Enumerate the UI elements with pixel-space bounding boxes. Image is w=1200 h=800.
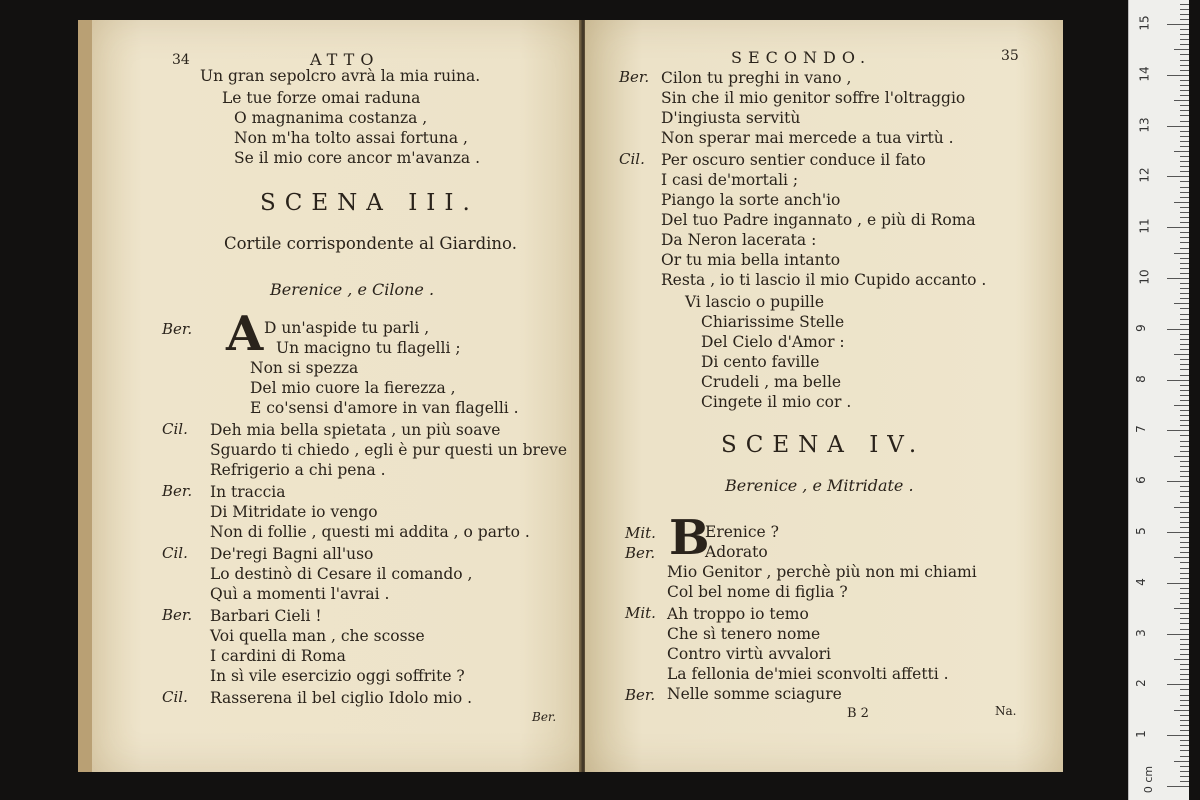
- ruler-number: 4: [1133, 577, 1148, 586]
- ruler-tick: [1180, 298, 1189, 299]
- ruler-number: 8: [1133, 374, 1148, 383]
- ruler-tick: [1180, 34, 1189, 35]
- verse-line: Nelle somme sciagure: [667, 685, 842, 703]
- ruler-tick: [1180, 496, 1189, 497]
- verse-line: Di Mitridate io vengo: [210, 503, 378, 521]
- ruler-tick: [1180, 288, 1189, 289]
- ruler-tick: [1180, 364, 1189, 365]
- verse-line: D un'aspide tu parli ,: [264, 319, 430, 337]
- verse-line: D'ingiusta servitù: [661, 109, 801, 127]
- verse-line: Per oscuro sentier conduce il fato: [661, 151, 926, 169]
- ruler-tick: [1180, 110, 1189, 111]
- ruler-tick: [1180, 192, 1189, 193]
- ruler-tick: [1180, 14, 1189, 15]
- ruler-tick: [1167, 278, 1189, 279]
- verse-line: Barbari Cieli !: [210, 607, 322, 625]
- verse-line: Che sì tenero nome: [667, 625, 821, 643]
- ruler-tick: [1180, 146, 1189, 147]
- ruler-tick: [1180, 308, 1189, 309]
- ruler-tick: [1180, 212, 1189, 213]
- verse-line: Cilon tu preghi in vano ,: [661, 69, 852, 87]
- ruler-tick: [1180, 395, 1189, 396]
- catchword: Na.: [995, 704, 1017, 718]
- ruler-tick: [1180, 562, 1189, 563]
- speaker-label: Mit.: [625, 604, 656, 622]
- verse-line: Erenice ?: [705, 523, 779, 541]
- ruler-tick: [1180, 283, 1189, 284]
- cast-list: Berenice , e Cilone .: [270, 280, 435, 299]
- ruler-tick: [1180, 756, 1189, 757]
- ruler-tick: [1180, 781, 1189, 782]
- ruler-tick: [1167, 786, 1189, 787]
- ruler-tick: [1180, 161, 1189, 162]
- ruler-tick: [1180, 695, 1189, 696]
- scene-setting: Cortile corrispondente al Giardino.: [224, 234, 517, 253]
- verse-line: Le tue forze omai raduna: [222, 89, 421, 107]
- ruler-tick: [1167, 176, 1189, 177]
- speaker-label: Cil.: [162, 420, 188, 438]
- ruler-tick: [1180, 451, 1189, 452]
- ruler-tick: [1174, 49, 1189, 50]
- verse-line: Mio Genitor , perchè più non mi chiami: [667, 563, 977, 581]
- drop-cap: B: [669, 510, 710, 566]
- ruler-unit-label: 0 cm: [1142, 765, 1156, 794]
- verse-line: De'regi Bagni all'uso: [210, 545, 374, 563]
- ruler-tick: [1180, 65, 1189, 66]
- ruler-tick: [1180, 578, 1189, 579]
- open-book: [78, 20, 1078, 772]
- ruler-tick: [1180, 740, 1189, 741]
- ruler-tick: [1180, 319, 1189, 320]
- ruler-tick: [1180, 131, 1189, 132]
- ruler-number: 6: [1133, 476, 1148, 485]
- ruler-tick: [1180, 689, 1189, 690]
- ruler-tick: [1180, 644, 1189, 645]
- speaker-label: Ber.: [162, 482, 193, 500]
- ruler-tick: [1180, 441, 1189, 442]
- ruler-tick: [1180, 90, 1189, 91]
- ruler-tick: [1174, 253, 1189, 254]
- ruler-tick: [1180, 293, 1189, 294]
- ruler-tick: [1180, 512, 1189, 513]
- ruler-tick: [1180, 598, 1189, 599]
- ruler-tick: [1180, 156, 1189, 157]
- verse-line: Un macigno tu flagelli ;: [276, 339, 461, 357]
- ruler-tick: [1180, 268, 1189, 269]
- ruler-tick: [1180, 568, 1189, 569]
- speaker-label: Ber.: [619, 68, 650, 86]
- ruler-tick: [1180, 54, 1189, 55]
- verse-line: Contro virtù avvalori: [667, 645, 831, 663]
- aria-line: Di cento faville: [701, 353, 820, 371]
- verse-line: Col bel nome di figlia ?: [667, 583, 848, 601]
- scene-title: SCENA IV.: [721, 432, 926, 458]
- ruler-tick: [1174, 507, 1189, 508]
- ruler-tick: [1180, 466, 1189, 467]
- verse-line: E co'sensi d'amore in van flagelli .: [250, 399, 519, 417]
- ruler-tick: [1180, 369, 1189, 370]
- verse-line: Voi quella man , che scosse: [210, 627, 425, 645]
- ruler-tick: [1180, 730, 1189, 731]
- ruler-tick: [1180, 603, 1189, 604]
- verse-line: Adorato: [705, 543, 768, 561]
- verse-line: Lo destinò di Cesare il comando ,: [210, 565, 473, 583]
- ruler-tick: [1174, 557, 1189, 558]
- ruler-tick: [1180, 502, 1189, 503]
- ruler-tick: [1180, 314, 1189, 315]
- ruler-tick: [1180, 649, 1189, 650]
- ruler-number: 2: [1133, 679, 1148, 688]
- ruler-number: 7: [1133, 425, 1148, 434]
- ruler-tick: [1180, 197, 1189, 198]
- ruler-tick: [1180, 85, 1189, 86]
- ruler-tick: [1167, 634, 1189, 635]
- speaker-label: Ber.: [625, 544, 656, 562]
- ruler-tick: [1174, 761, 1189, 762]
- ruler-number: 15: [1137, 15, 1152, 31]
- ruler-tick: [1180, 95, 1189, 96]
- ruler-tick: [1174, 608, 1189, 609]
- ruler-tick: [1180, 420, 1189, 421]
- ruler-tick: [1180, 446, 1189, 447]
- ruler-tick: [1180, 141, 1189, 142]
- verse-line: Quì a momenti l'avrai .: [210, 585, 390, 603]
- ruler-tick: [1180, 166, 1189, 167]
- ruler-tick: [1174, 202, 1189, 203]
- ruler-number: 13: [1137, 116, 1152, 133]
- left-page: [78, 20, 595, 772]
- ruler-tick: [1180, 80, 1189, 81]
- speaker-label: Cil.: [619, 150, 645, 168]
- ruler-number: 10: [1137, 269, 1152, 285]
- ruler-tick: [1174, 710, 1189, 711]
- ruler-number: 1: [1133, 730, 1148, 739]
- ruler-tick: [1180, 623, 1189, 624]
- aria-line: Del Cielo d'Amor :: [701, 333, 845, 351]
- verse-line: Sguardo ti chiedo , egli è pur questi un breve: [210, 441, 568, 459]
- right-page: [585, 20, 1063, 772]
- ruler-number: 9: [1133, 323, 1148, 332]
- verse-line: Sin che il mio genitor soffre l'oltraggio: [661, 89, 966, 107]
- ruler-tick: [1180, 542, 1189, 543]
- verse-line: Non sperar mai mercede a tua virtù .: [661, 129, 954, 147]
- ruler-tick: [1180, 547, 1189, 548]
- ruler-tick: [1180, 187, 1189, 188]
- verse-line: Rasserena il bel ciglio Idolo mio .: [210, 689, 473, 707]
- ruler-tick: [1167, 684, 1189, 685]
- aria-line: Chiarissime Stelle: [701, 313, 845, 331]
- ruler-number: 5: [1133, 527, 1148, 535]
- ruler-number: 3: [1133, 628, 1148, 637]
- ruler-tick: [1167, 227, 1189, 228]
- ruler-tick: [1180, 613, 1189, 614]
- ruler-tick: [1180, 588, 1189, 589]
- verse-line: Ah troppo io temo: [667, 605, 809, 623]
- ruler-tick: [1180, 517, 1189, 518]
- ruler-tick: [1180, 334, 1189, 335]
- verse-line: Non si spezza: [250, 359, 359, 377]
- ruler-tick: [1180, 715, 1189, 716]
- ruler-tick: [1180, 324, 1189, 325]
- ruler-tick: [1180, 258, 1189, 259]
- verse-line: In sì vile esercizio oggi soffrite ?: [210, 667, 465, 685]
- scene-title: SCENA III.: [260, 190, 479, 216]
- ruler-tick: [1167, 532, 1189, 533]
- ruler-tick: [1180, 593, 1189, 594]
- ruler-tick: [1180, 115, 1189, 116]
- speaker-label: Cil.: [162, 688, 188, 706]
- ruler-number: 11: [1137, 218, 1152, 234]
- ruler-tick: [1180, 461, 1189, 462]
- ruler-tick: [1174, 659, 1189, 660]
- ruler-tick: [1174, 303, 1189, 304]
- ruler-tick: [1180, 415, 1189, 416]
- ruler-tick: [1180, 537, 1189, 538]
- ruler-tick: [1180, 400, 1189, 401]
- ruler-tick: [1180, 248, 1189, 249]
- ruler-tick: [1174, 456, 1189, 457]
- ruler-tick: [1180, 390, 1189, 391]
- verse-line: Deh mia bella spietata , un più soave: [210, 421, 501, 439]
- drop-cap: A: [226, 306, 264, 362]
- ruler-tick: [1180, 263, 1189, 264]
- ruler-tick: [1180, 527, 1189, 528]
- ruler-tick: [1180, 375, 1189, 376]
- ruler-tick: [1174, 151, 1189, 152]
- ruler-number: 14: [1137, 66, 1152, 82]
- ruler-tick: [1180, 435, 1189, 436]
- speaker-label: Ber.: [162, 606, 193, 624]
- verse-line: Da Neron lacerata :: [661, 231, 817, 249]
- verse-line: Del tuo Padre ingannato , e più di Roma: [661, 211, 976, 229]
- ruler-tick: [1180, 207, 1189, 208]
- ruler-tick: [1180, 552, 1189, 553]
- ruler-tick: [1180, 476, 1189, 477]
- verse-line: I casi de'mortali ;: [661, 171, 799, 189]
- ruler-tick: [1180, 344, 1189, 345]
- ruler-tick: [1180, 232, 1189, 233]
- ruler-tick: [1174, 354, 1189, 355]
- ruler-tick: [1180, 19, 1189, 20]
- ruler-tick: [1180, 60, 1189, 61]
- ruler-tick: [1167, 481, 1189, 482]
- ruler-number: 12: [1137, 167, 1152, 184]
- ruler-tick: [1180, 171, 1189, 172]
- verse-line: Refrigerio a chi pena .: [210, 461, 386, 479]
- ruler-tick: [1180, 44, 1189, 45]
- ruler-tick: [1167, 75, 1189, 76]
- ruler-tick: [1180, 121, 1189, 122]
- ruler-tick: [1180, 273, 1189, 274]
- ruler-tick: [1180, 725, 1189, 726]
- ruler-tick: [1167, 24, 1189, 25]
- ruler-tick: [1180, 700, 1189, 701]
- ruler-tick: [1180, 766, 1189, 767]
- verse-line: La fellonia de'miei sconvolti affetti .: [667, 665, 949, 683]
- ruler-tick: [1180, 720, 1189, 721]
- ruler-tick: [1180, 359, 1189, 360]
- ruler-tick: [1180, 491, 1189, 492]
- ruler-tick: [1180, 654, 1189, 655]
- ruler-tick: [1180, 4, 1189, 5]
- ruler-tick: [1180, 776, 1189, 777]
- ruler-tick: [1174, 405, 1189, 406]
- running-head: SECONDO.: [731, 48, 872, 67]
- aria-line: Crudeli , ma belle: [701, 373, 842, 391]
- ruler-tick: [1180, 181, 1189, 182]
- ruler-tick: [1180, 669, 1189, 670]
- ruler-tick: [1180, 9, 1189, 10]
- speaker-label: Ber.: [162, 320, 193, 338]
- ruler-tick: [1180, 573, 1189, 574]
- ruler-tick: [1180, 679, 1189, 680]
- verse-line: Del mio cuore la fierezza ,: [250, 379, 456, 397]
- ruler-tick: [1180, 217, 1189, 218]
- ruler-tick: [1180, 674, 1189, 675]
- ruler-tick: [1180, 745, 1189, 746]
- verse-line: Non m'ha tolto assai fortuna ,: [234, 129, 468, 147]
- running-head: ATTO: [310, 50, 380, 69]
- verse-line: Non di follie , questi mi addita , o parto .: [210, 523, 530, 541]
- ruler-tick: [1180, 39, 1189, 40]
- ruler-tick: [1180, 618, 1189, 619]
- ruler-tick: [1180, 522, 1189, 523]
- verse-line: Piango la sorte anch'io: [661, 191, 841, 209]
- speaker-label: Mit.: [625, 524, 656, 542]
- ruler-tick: [1180, 385, 1189, 386]
- ruler-tick: [1180, 664, 1189, 665]
- verse-line: I cardini di Roma: [210, 647, 346, 665]
- verse-line: Or tu mia bella intanto: [661, 251, 841, 269]
- ruler-tick: [1180, 242, 1189, 243]
- page-number: 34: [172, 52, 190, 68]
- ruler-tick: [1180, 237, 1189, 238]
- ruler-tick: [1180, 750, 1189, 751]
- ruler-tick: [1180, 639, 1189, 640]
- ruler-tick: [1180, 629, 1189, 630]
- ruler-tick: [1180, 471, 1189, 472]
- ruler-tick: [1174, 100, 1189, 101]
- ruler-tick: [1167, 126, 1189, 127]
- speaker-label: Ber.: [625, 686, 656, 704]
- ruler-tick: [1180, 70, 1189, 71]
- ruler-tick: [1180, 705, 1189, 706]
- signature-mark: B 2: [847, 706, 869, 721]
- ruler-tick: [1180, 29, 1189, 30]
- verse-line: Resta , io ti lascio il mio Cupido accanto .: [661, 271, 987, 289]
- ruler-tick: [1180, 486, 1189, 487]
- page-number: 35: [1001, 48, 1019, 64]
- verse-line: Un gran sepolcro avrà la mia ruina.: [200, 67, 481, 85]
- ruler-tick: [1180, 105, 1189, 106]
- aria-line: Vi lascio o pupille: [685, 293, 824, 311]
- verse-line: Se il mio core ancor m'avanza .: [234, 149, 481, 167]
- measuring-ruler: [1128, 0, 1189, 800]
- cast-list: Berenice , e Mitridate .: [725, 476, 914, 495]
- ruler-tick: [1180, 349, 1189, 350]
- verse-line: In traccia: [210, 483, 286, 501]
- speaker-label: Cil.: [162, 544, 188, 562]
- ruler-tick: [1167, 583, 1189, 584]
- ruler-tick: [1167, 329, 1189, 330]
- ruler-tick: [1180, 339, 1189, 340]
- ruler-tick: [1180, 410, 1189, 411]
- ruler-tick: [1180, 136, 1189, 137]
- ruler-tick: [1180, 425, 1189, 426]
- ruler-tick: [1167, 430, 1189, 431]
- ruler-tick: [1167, 735, 1189, 736]
- ruler-tick: [1167, 380, 1189, 381]
- ruler-tick: [1180, 222, 1189, 223]
- aria-line: Cingete il mio cor .: [701, 393, 852, 411]
- verse-line: O magnanima costanza ,: [234, 109, 428, 127]
- catchword: Ber.: [532, 710, 557, 724]
- ruler-tick: [1180, 771, 1189, 772]
